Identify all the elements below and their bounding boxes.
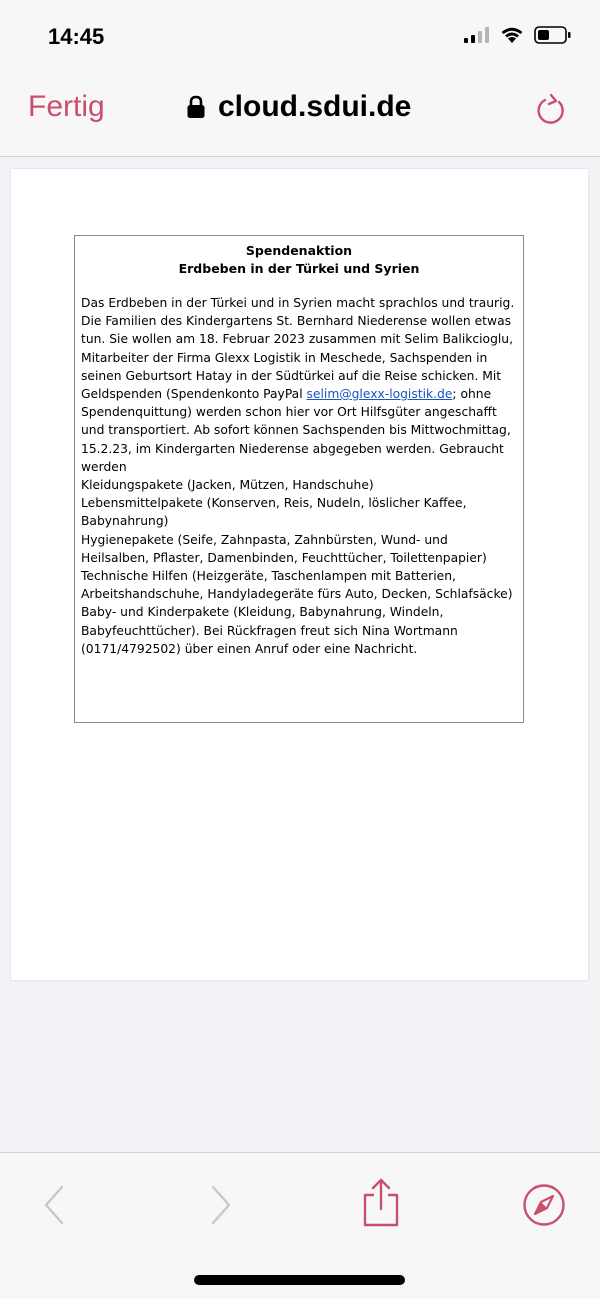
document-text-box [74, 235, 524, 723]
list-item: Lebensmittelpakete (Konserven, Reis, Nudeln, löslicher Kaffee, Babynahrung) [81, 496, 467, 529]
document-viewer[interactable] [0, 157, 600, 1152]
home-indicator[interactable] [194, 1275, 405, 1285]
url-display[interactable] [186, 90, 411, 124]
wifi-icon [500, 26, 524, 44]
lock-icon [186, 95, 206, 119]
safari-compass-icon[interactable] [522, 1183, 566, 1227]
list-item: Kleidungspakete (Jacken, Mützen, Handschuhe) [81, 478, 374, 493]
status-bar [0, 0, 600, 80]
document-body [75, 278, 523, 658]
document-page [11, 169, 588, 980]
document-title-line1: Spendenaktion [245, 243, 353, 258]
intro-text: Das Erdbeben in der Türkei und in Syrien macht sprachlos und traurig. Die Familien des Kindergartens St. Bernhard Niederense wollen etwas tun. Sie wollen am 18. Februar 2023 zusammen mit Selim Balikcioglu, Mitarbeiter der Firma Glexx Logistik in Meschede, Sachspenden in seinen Geburtsort Hatay in der Südtürkei auf die Reise schicken. Mit Geldspenden (Spendenkonto PayPal [81, 296, 515, 402]
reload-icon[interactable] [534, 92, 568, 128]
list-item: Hygienepakete (Seife, Zahnpasta, Zahnbürsten, Wund- und Heilsalben, Pflaster, Damenbinden, Feuchttücher, Toilettenpapier) [81, 532, 487, 565]
battery-icon [534, 26, 572, 44]
document-title [75, 242, 523, 278]
back-icon[interactable] [40, 1183, 70, 1227]
list-item: Technische Hilfen (Heizgeräte, Taschenlampen mit Batterien, Arbeitshandschuhe, Handyladegeräte fürs Auto, Decken, Schlafsäcke) [81, 569, 513, 602]
document-title-line2: Erdbeben in der Türkei und Syrien [178, 261, 420, 276]
share-icon[interactable] [360, 1177, 402, 1229]
status-time: 14:45 [48, 24, 105, 49]
done-button[interactable]: Fertig [28, 90, 105, 123]
forward-icon[interactable] [205, 1183, 235, 1227]
url-text: cloud.sdui.de [218, 90, 412, 123]
intro-paragraph [81, 294, 517, 476]
intro-text-continued: ; ohne Spendenquittung) werden schon hier vor Ort Hilfsgüter angeschafft und transportiert. Ab sofort können Sachspenden bis Mittwochmittag, 15.2.23, im Kindergarten Niederense abgegeben werden. Gebraucht werden [81, 387, 511, 474]
browser-nav-bar [0, 80, 600, 157]
email-link[interactable]: selim@glexx-logistik.de [306, 387, 453, 402]
list-item: Baby- und Kinderpakete (Kleidung, Babynahrung, Windeln, Babyfeuchttücher). Bei Rückfragen freut sich Nina Wortmann (0171/4792502) über einen Anruf oder eine Nachricht. [81, 605, 458, 656]
cellular-signal-icon [464, 27, 490, 43]
status-icons [464, 26, 572, 44]
